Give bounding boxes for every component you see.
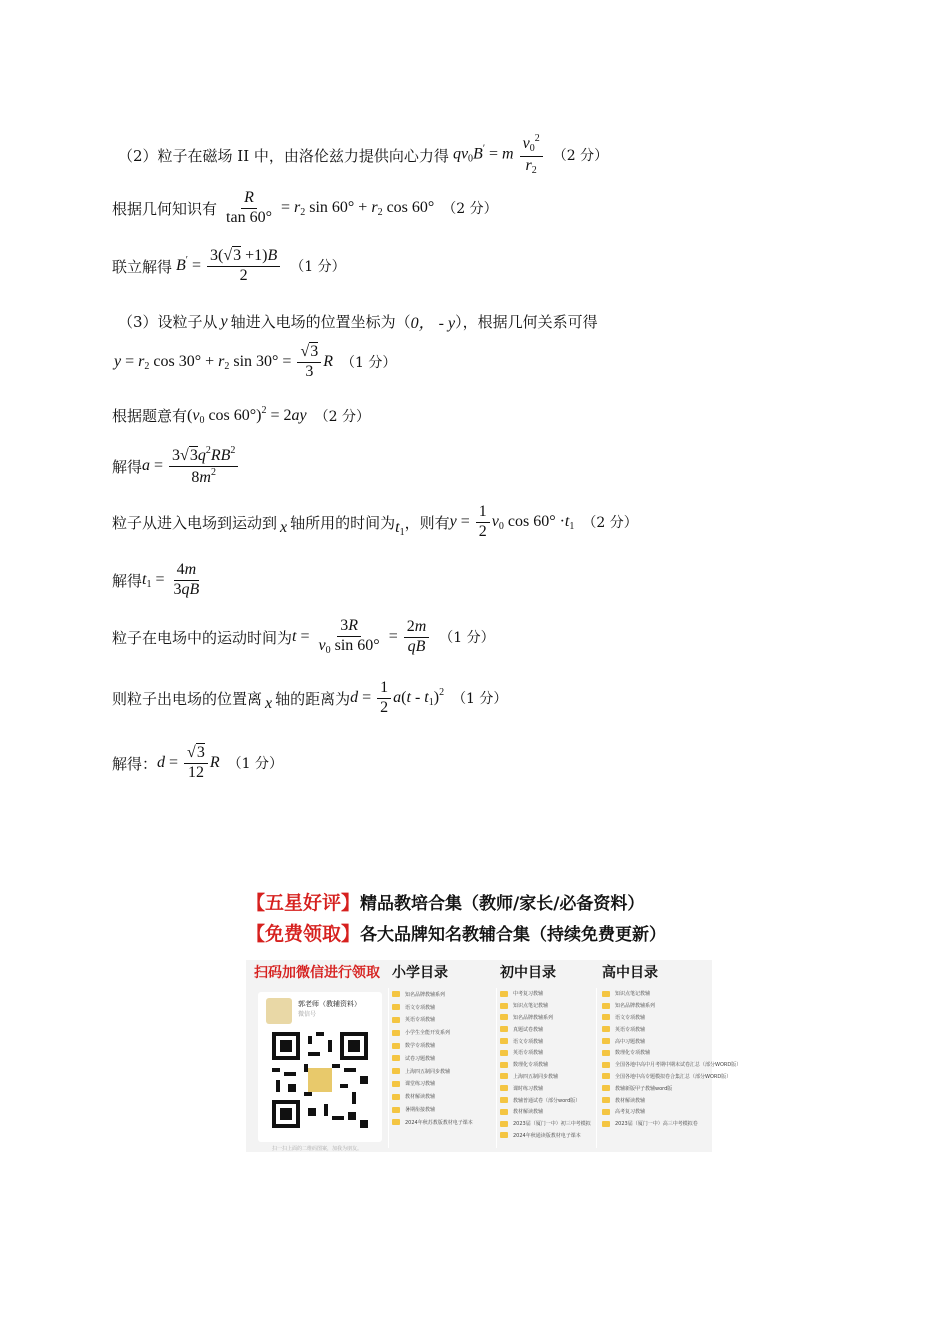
qr-code-icon[interactable]: [272, 1032, 368, 1128]
folder-icon: [500, 1026, 508, 1032]
folder-label: 教材解读教辅: [405, 1094, 436, 1101]
folder-item[interactable]: [500, 1000, 591, 1012]
line-y-value: [114, 344, 396, 381]
folder-label: 语文专项教辅: [405, 1004, 436, 1011]
folder-icon: [392, 1081, 400, 1087]
folder-label: 数理化专项教辅: [615, 1050, 651, 1057]
folder-label: 全国各地中高中月考期中期末试卷汇总（部分WORD版）: [615, 1062, 742, 1069]
text: 解得：: [112, 754, 158, 773]
card-name: 郭老师（教辅资料）: [298, 1000, 361, 1008]
folder-label: 上海四五制同步教辅: [405, 1068, 451, 1075]
folder-item[interactable]: [392, 1090, 473, 1103]
list-primary: [392, 988, 473, 1129]
formula: $t_1$ = $\frac{4m}{3qB}$: [142, 561, 200, 598]
folder-label: 教辅新版甲子教辅word版: [615, 1085, 673, 1092]
folder-item[interactable]: [602, 1082, 741, 1094]
folder-icon: [500, 1097, 508, 1103]
folder-item[interactable]: [602, 1000, 741, 1012]
folder-icon: [392, 1017, 400, 1023]
folder-item[interactable]: [392, 1116, 473, 1129]
formula: $\frac{R}{\tan 60^\circ}$ = $r_2$ $\sin 60^\circ + r_2$ cos 60°: [226, 189, 435, 226]
folder-icon: [602, 1062, 610, 1068]
col-primary-title: 小学目录: [392, 965, 448, 981]
qr-caption: 扫一扫上面的二维码图案，加我为朋友。: [271, 1146, 362, 1152]
folder-label: 英语专项教辅: [405, 1017, 436, 1024]
folder-label: 2024年秋通读版教材电子课本: [513, 1132, 581, 1139]
folder-item[interactable]: [500, 1035, 591, 1047]
score: （1 分）: [227, 756, 283, 773]
folder-icon: [392, 1094, 400, 1100]
formula: B′ = $\frac{3(√3 +1)B}{2}$: [176, 248, 282, 285]
folder-item[interactable]: [602, 1035, 741, 1047]
folder-icon: [500, 1085, 508, 1091]
folder-item[interactable]: [392, 1065, 473, 1078]
folder-item[interactable]: [602, 1094, 741, 1106]
line-solve-B: [112, 248, 346, 285]
text: 粒子从进入电场到运动到: [112, 513, 278, 532]
axis-symbol: x: [280, 519, 288, 537]
folder-icon: [602, 1003, 610, 1009]
folder-item[interactable]: [500, 1130, 591, 1142]
list-middle: [500, 988, 591, 1141]
formula: a = $\frac{3√3q^2RB^2}{8m^2}$: [142, 446, 240, 487]
folder-item[interactable]: [500, 1071, 591, 1083]
folder-label: 暑期衔接教辅: [405, 1107, 436, 1114]
folder-item[interactable]: [500, 1023, 591, 1035]
folder-icon: [602, 1109, 610, 1115]
ad-row-1-black: 精品教培合集（教师/家长/必备资料）: [360, 894, 645, 914]
folder-label: 数学专项教辅: [405, 1043, 436, 1050]
folder-label: 知名品牌教辅系列: [405, 991, 446, 998]
axis-symbol: y: [220, 312, 228, 330]
text: 根据几何知识有: [112, 199, 218, 218]
folder-icon: [602, 1085, 610, 1091]
formula: d = $\frac{1}{2}$ $a(t - t_1)^2$: [350, 679, 445, 716]
folder-item[interactable]: [392, 988, 473, 1001]
score: （1 分）: [452, 691, 508, 708]
text: 轴的距离为: [275, 689, 351, 708]
line-distance: [112, 680, 507, 717]
folder-item[interactable]: [602, 988, 741, 1000]
wechat-card[interactable]: [258, 992, 382, 1142]
folder-item[interactable]: [500, 1059, 591, 1071]
folder-item[interactable]: [500, 1012, 591, 1024]
score: （1 分）: [439, 630, 495, 647]
folder-label: 课时练习教辅: [513, 1085, 544, 1092]
folder-item[interactable]: [602, 1059, 741, 1071]
ad-banner[interactable]: [246, 888, 742, 1153]
score: （2 分）: [582, 515, 638, 532]
list-high: [602, 988, 741, 1130]
col-middle-title: 初中目录: [500, 965, 556, 981]
text: 轴进入电场的位置坐标为（: [230, 313, 411, 331]
scan-label: 扫码加微信进行领取: [254, 965, 380, 981]
col-high-title: 高中目录: [602, 965, 658, 981]
divider: [388, 988, 389, 1148]
folder-label: 英语专项教辅: [513, 1050, 544, 1057]
folder-item[interactable]: [392, 1026, 473, 1039]
folder-icon: [602, 1097, 610, 1103]
folder-label: 语文专项教辅: [615, 1014, 646, 1021]
folder-icon: [602, 991, 610, 997]
line-time-t: [112, 618, 495, 656]
line-time-t1: [112, 504, 638, 541]
t1-symbol: [395, 519, 404, 538]
text: ），根据几何关系可得: [455, 313, 598, 331]
folder-item[interactable]: [500, 1082, 591, 1094]
folder-icon: [602, 1050, 610, 1056]
line-solve-a: [112, 446, 240, 487]
folder-item[interactable]: [602, 1023, 741, 1035]
folder-icon: [392, 1107, 400, 1113]
folder-item[interactable]: [602, 1071, 741, 1083]
folder-icon: [392, 1068, 400, 1074]
folder-icon: [500, 991, 508, 997]
folder-label: 小学生全能开发系列: [405, 1030, 451, 1037]
ad-row-2: [246, 919, 712, 950]
ad-row-2-black: 各大品牌知名教辅合集（持续免费更新）: [360, 925, 667, 945]
line-kinematics: [112, 405, 370, 426]
folder-label: 教材解读教辅: [615, 1097, 646, 1104]
folder-item[interactable]: [392, 1014, 473, 1027]
folder-icon: [602, 1121, 610, 1127]
score: （2 分）: [442, 201, 498, 218]
ad-panel: [246, 960, 742, 1152]
text: 则粒子出电场的位置离: [112, 689, 263, 708]
folder-icon: [500, 1062, 508, 1068]
folder-item[interactable]: [602, 1106, 741, 1118]
folder-item[interactable]: [500, 1047, 591, 1059]
folder-label: 全国各地中高专题模拟卷合集汇总（部分WORD版）: [615, 1073, 732, 1080]
text: 根据题意有: [112, 407, 188, 425]
folder-icon: [500, 1121, 508, 1127]
score: （1 分）: [290, 259, 346, 276]
folder-icon: [500, 1050, 508, 1056]
score: （2 分）: [552, 148, 609, 164]
text: 轴所用的时间为: [290, 513, 396, 532]
line-solve-t1: [112, 562, 204, 599]
folder-label: 高中习题教辅: [615, 1038, 646, 1045]
folder-icon: [392, 991, 400, 997]
text: ，则有: [404, 513, 450, 532]
folder-label: 2024年秋苏教版教材电子课本: [405, 1119, 473, 1126]
formula: $qv_0B' = m$ $\frac{v_0^2}{r_2}$: [453, 134, 545, 176]
folder-label: 高考复习教辅: [615, 1109, 646, 1116]
folder-icon: [500, 1003, 508, 1009]
folder-icon: [500, 1073, 508, 1079]
folder-item[interactable]: [392, 1078, 473, 1091]
formula: $y = r_2$ $\cos 30^\circ + r_2$ sin 30° = $\frac{√3}{3}$ R: [114, 343, 334, 380]
folder-icon: [500, 1038, 508, 1044]
folder-item[interactable]: [500, 1106, 591, 1118]
t1-sub: 1: [399, 526, 405, 538]
folder-icon: [392, 1055, 400, 1061]
folder-label: 教材解读教辅: [513, 1109, 544, 1116]
text: （3）设粒子从: [118, 313, 218, 331]
ad-row-1-red: 【五星好评】: [246, 892, 361, 914]
folder-icon: [392, 1043, 400, 1049]
text: 解得: [112, 457, 143, 476]
text: 粒子在电场中的运动时间为: [112, 628, 293, 647]
folder-icon: [602, 1026, 610, 1032]
line-solve-d: [112, 745, 283, 782]
folder-label: 语文专项教辅: [513, 1038, 544, 1045]
line-part3: [118, 310, 598, 333]
folder-label: 2023届（厦门一中）高三中考模拟卷: [615, 1121, 698, 1128]
folder-label: 教辅普通试卷（部分word版）: [513, 1097, 581, 1104]
folder-item[interactable]: [500, 1094, 591, 1106]
folder-label: 数理化专项教辅: [513, 1062, 549, 1069]
folder-icon: [602, 1073, 610, 1079]
folder-item[interactable]: [602, 1047, 741, 1059]
folder-item[interactable]: [602, 1012, 741, 1024]
formula: t = $\frac{3R}{v_0 \sin 60^\circ}$ = $\frac{2m}{qB}$: [292, 618, 431, 656]
folder-item[interactable]: [500, 988, 591, 1000]
folder-item[interactable]: [392, 1052, 473, 1065]
folder-label: 知识点笔记教辅: [615, 991, 651, 998]
divider: [596, 988, 597, 1148]
folder-label: 课堂练习教辅: [405, 1081, 436, 1088]
text: （2）粒子在磁场 II 中，由洛伦兹力提供向心力得: [118, 146, 449, 165]
axis-symbol: x: [265, 695, 273, 713]
folder-label: 知识点笔记教辅: [513, 1003, 549, 1010]
folder-label: 英语专项教辅: [615, 1026, 646, 1033]
text: 解得: [112, 571, 143, 590]
t1: t: [395, 518, 400, 536]
card-sub: 微信号: [298, 1011, 317, 1018]
folder-label: 上海四五制同步教辅: [513, 1073, 559, 1080]
score: （1 分）: [341, 355, 397, 372]
folder-label: 试卷习题教辅: [405, 1055, 436, 1062]
line-geometry: [112, 190, 498, 227]
divider: [496, 988, 497, 1148]
coordinate: 0， - y: [410, 315, 456, 332]
folder-item[interactable]: [500, 1118, 591, 1130]
folder-icon: [392, 1030, 400, 1036]
folder-item[interactable]: [602, 1118, 741, 1130]
folder-label: 2023届（厦门一中）初三中考模拟: [513, 1121, 591, 1128]
folder-icon: [392, 1004, 400, 1010]
formula: ($v_0$ cos 60°)$^2$ = 2ay: [187, 405, 307, 426]
folder-icon: [500, 1014, 508, 1020]
folder-item[interactable]: [392, 1001, 473, 1014]
folder-item[interactable]: [392, 1039, 473, 1052]
folder-label: 中考复习教辅: [513, 991, 544, 998]
folder-icon: [500, 1132, 508, 1138]
folder-icon: [602, 1038, 610, 1044]
text: 联立解得: [112, 257, 173, 276]
folder-icon: [602, 1014, 610, 1020]
folder-label: 知名品牌教辅系列: [513, 1014, 554, 1021]
formula: d = $\frac{√3}{12}$ R: [157, 744, 220, 781]
line-lorentz-force: [118, 134, 608, 176]
ad-row-1: [246, 888, 712, 919]
avatar: [266, 998, 292, 1024]
folder-label: 真题试卷教辅: [513, 1026, 544, 1033]
folder-item[interactable]: [392, 1103, 473, 1116]
folder-label: 知名品牌教辅系列: [615, 1003, 656, 1010]
ad-row-2-red: 【免费领取】: [246, 923, 361, 945]
folder-icon: [392, 1119, 400, 1125]
folder-icon: [500, 1109, 508, 1115]
formula: y = $\frac{1}{2}$ $v_0$ $\cos 60^\circ \cdot t_1$: [449, 503, 575, 540]
score: （2 分）: [314, 408, 371, 425]
